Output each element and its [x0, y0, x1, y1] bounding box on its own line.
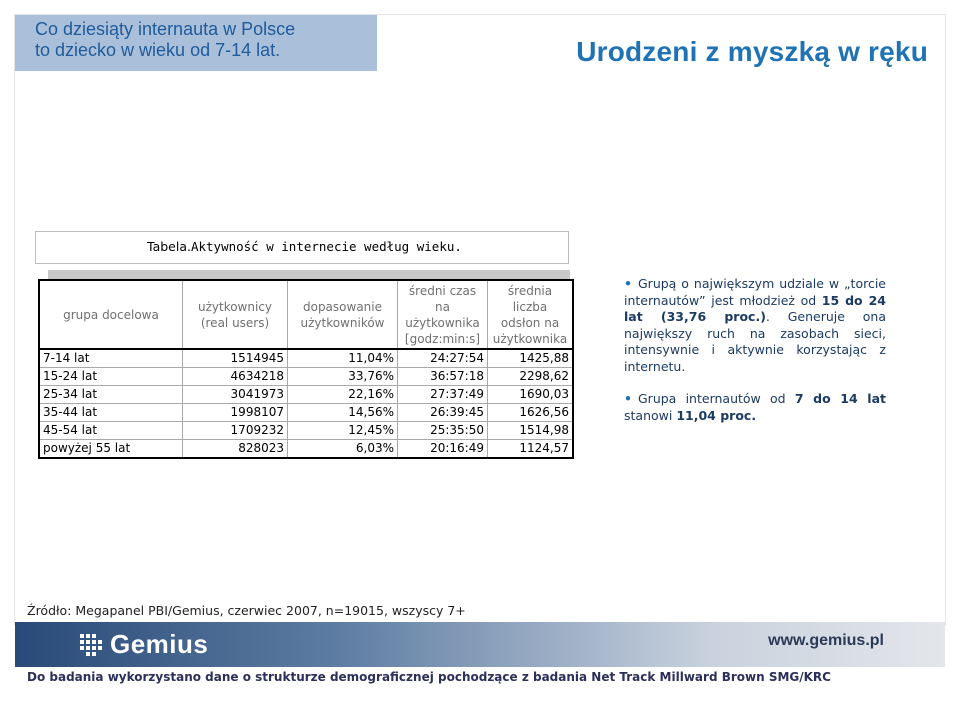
cell-share: 14,56%: [288, 404, 398, 422]
headline-box: [15, 15, 377, 71]
cell-time: 24:27:54: [398, 349, 488, 368]
cell-users: 4634218: [183, 368, 288, 386]
bullet-item: [624, 391, 886, 424]
bullet-bold: 7 do 14 lat: [794, 391, 886, 406]
bullet-bold: 11,04 proc.: [676, 407, 757, 423]
headline-text: [35, 19, 295, 61]
cell-users: 1998107: [183, 404, 288, 422]
col-header-users: [183, 280, 288, 349]
col-header-line: średnia liczba: [507, 283, 553, 314]
col-header-line: [godz:min:s]: [404, 331, 481, 346]
bullet-text: Grupa internautów od: [638, 391, 795, 406]
table-row: [39, 368, 573, 386]
col-header-line: użytkowników: [300, 315, 385, 330]
cell-pageviews: 1626,56: [488, 404, 574, 422]
col-header-line: (real users): [200, 315, 270, 330]
table-row: [39, 349, 573, 368]
cell-share: 33,76%: [288, 368, 398, 386]
site-link[interactable]: www.gemius.pl: [768, 632, 884, 649]
table-caption-text: Aktywność w internecie według wieku.: [190, 239, 462, 254]
col-header-line: użytkownika: [405, 315, 480, 330]
cell-pageviews: 1690,03: [488, 386, 574, 404]
cell-time: 27:37:49: [398, 386, 488, 404]
col-header-line: średni czas na: [408, 283, 477, 314]
table-row: [39, 422, 573, 440]
col-header-line: użytkownicy: [197, 299, 273, 314]
col-header-line: dopasowanie: [302, 299, 382, 314]
headline-line-2: to dziecko w wieku od 7-14 lat.: [35, 40, 281, 60]
cell-share: 11,04%: [288, 349, 398, 368]
cell-group: 15-24 lat: [39, 368, 183, 386]
cell-time: 36:57:18: [398, 368, 488, 386]
col-header-line: użytkownika: [492, 331, 568, 346]
page-title: Urodzeni z myszką w ręku: [576, 36, 928, 67]
col-header-line: odsłon na: [500, 315, 560, 330]
table-row: [39, 404, 573, 422]
bullet-list: [624, 276, 886, 424]
cell-time: 20:16:49: [398, 440, 488, 459]
cell-time: 26:39:45: [398, 404, 488, 422]
cell-share: 6,03%: [288, 440, 398, 459]
col-header-pageviews: [488, 280, 574, 349]
table-row: [39, 440, 573, 459]
headline-line-1: Co dziesiąty internauta w Polsce: [35, 19, 296, 39]
col-header-match: [288, 280, 398, 349]
cell-group: 45-54 lat: [39, 422, 183, 440]
bullet-item: [624, 276, 886, 375]
cell-users: 1709232: [183, 422, 288, 440]
bullet-text: stanowi: [624, 407, 677, 423]
cell-users: 3041973: [183, 386, 288, 404]
cell-group: 35-44 lat: [39, 404, 183, 422]
cell-pageviews: 1124,57: [488, 440, 574, 459]
footer-note: Do badania wykorzystano dane o strukturze demograficznej pochodzące z badania Net Track Millward Brown SMG/KRC: [27, 670, 831, 684]
col-header-time: [398, 280, 488, 349]
cell-share: 12,45%: [288, 422, 398, 440]
cell-pageviews: 1425,88: [488, 349, 574, 368]
bullet-text: Grupą o największym udziale w „torcie internautów” jest młodzież od: [624, 276, 886, 308]
col-header-group: [39, 280, 183, 349]
logo-grid-icon: [80, 634, 106, 658]
source-note: Źródło: Megapanel PBI/Gemius, czerwiec 2007, n=19015, wszyscy 7+: [27, 603, 466, 618]
table-caption-lead: Tabela.: [147, 239, 191, 254]
bullet-text: . Generuje ona największy ruch na zasobach sieci, intensywnie i aktywnie korzystając z internetu.: [624, 309, 886, 374]
bullet-bold: 15 do 24 lat (33,76 proc.): [624, 292, 886, 324]
activity-table: [38, 279, 574, 459]
col-header-line: grupa docelowa: [63, 307, 159, 322]
bullet-dot-icon: •: [624, 276, 632, 291]
cell-pageviews: 2298,62: [488, 368, 574, 386]
logo-text: Gemius: [110, 629, 209, 659]
table-header-row: [39, 280, 573, 349]
table-row: [39, 386, 573, 404]
cell-users: 1514945: [183, 349, 288, 368]
table-caption: [147, 239, 462, 254]
cell-group: 25-34 lat: [39, 386, 183, 404]
cell-users: 828023: [183, 440, 288, 459]
bullet-dot-icon: •: [624, 391, 632, 406]
table-caption-box: [35, 231, 569, 264]
cell-time: 25:35:50: [398, 422, 488, 440]
cell-group: powyżej 55 lat: [39, 440, 183, 459]
cell-pageviews: 1514,98: [488, 422, 574, 440]
cell-group: 7-14 lat: [39, 349, 183, 368]
cell-share: 22,16%: [288, 386, 398, 404]
